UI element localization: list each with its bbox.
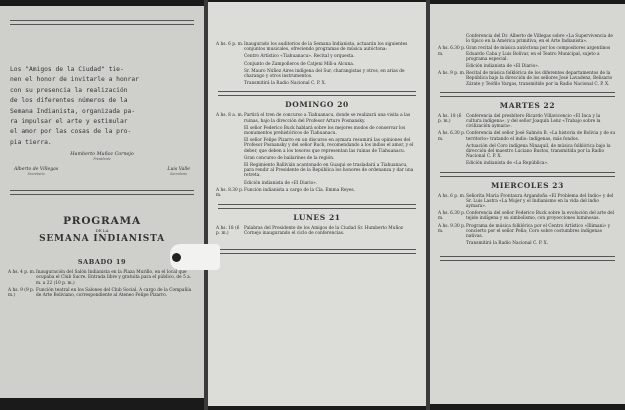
quote-line: Los "Amigos de la Ciudad" tie- xyxy=(10,66,124,73)
program-entry: Transmitirá la Radio Nacional C. P. X. xyxy=(244,81,327,87)
program-entry: Centro Artístico «Tiahuanacu». Recital y orquesta. xyxy=(244,54,355,60)
divider-rule xyxy=(440,92,615,97)
program-entry: Sr. Mauro Núñez Aires indígena del Sur, charangistas y otros, en arias de charango y otros instrumentos. xyxy=(244,68,405,80)
bottom-rule xyxy=(218,249,416,254)
signature-row xyxy=(14,167,190,176)
programa-subtitle: SEMANA INDIANISTA xyxy=(39,234,165,245)
day-heading-domingo: DOMINGO 20 xyxy=(285,100,349,110)
program-entry: Conferencia del Dr. Alberto de Villegas sobre «La Supervivencia de lo típico en la América primitiva, en el Arte Indianista». xyxy=(466,34,613,45)
program-entry: Edición indianista de «El Diario». xyxy=(244,180,318,186)
program-entry: A hs. 4 p. m. Inauguración del Salón Indianista en la Plaza Murillo, en el local que ocupaba el Club Sucre. Entrada libre y gratuita para el público, de 5 a. m. a 22 (10 p. m.) xyxy=(8,270,192,286)
program-entry: A hs. 6.30 p. m. Gran recital de música autóctona por los compositores argentinos Eduardo Caba y Luis Bolívar, en el Teatro Municipal, sujeto a programa especial. xyxy=(438,46,611,62)
program-entry: Edición indianista de «El Diario». xyxy=(466,64,540,70)
program-entry: Transmitirá la Radio Nacional C. P. X. xyxy=(466,241,549,247)
program-entry: Actuación del Coro indígena Ninaquil, de música folklórica bajo la dirección del maestro Luciano Bustos, transmitida por la Radio Nacional C. P. X. xyxy=(466,143,611,160)
quote-line: con su presencia la realización xyxy=(10,86,128,94)
divider-rule xyxy=(218,204,416,209)
divider-rule xyxy=(440,172,615,177)
program-entry: A hs. 18 (6 p. m.) Conferencia del presbítero Ricardo Villavicencio «El Inca y la cultura indígena», y del señor Joaquín Lenz «Trabajo sobre la civilización aymara». xyxy=(438,113,601,130)
binding-hole xyxy=(172,253,181,262)
quote-line: el amor por las cosas de la pro- xyxy=(10,128,132,136)
program-entry: Gran concurso de bailarines de la región. xyxy=(244,155,335,161)
left-page xyxy=(0,6,204,398)
program-entry: Edición indianista de «La República». xyxy=(466,161,549,167)
quote-line: pia tierra. xyxy=(10,138,52,146)
signature-president: Humberto Muñoz Cornejo Presidente xyxy=(70,152,134,162)
program-entry: A hs. 6.30 p. m. Conferencia del señor Federico Buck sobre la evolución del arte del tejido indígena y su simbolismo, con proyecciones luminosas. xyxy=(438,211,615,222)
program-entry: El Regimiento Ballivián acantonado en Guaqui se trasladará a Tiahuanacu, para rendir al Presidente de la República los honores de ordenanza y dar una retreta. xyxy=(244,163,414,179)
program-entry: El señor Felipe Pizarro en un discurso en aymara resumirá las opiniones del Profesor Posnansky y del señor Buck, recomendando a los indios el amor, y el deber, que deben a los tesoros que representan las ruinas de Tiahuanacu. xyxy=(244,138,414,154)
program-entry: A hs. 6 p. m. Inaugurado los auditorios de la Semana Indianista, actuarán los siguientes conjuntos musicales, ofreciendo programas de música autóctona: xyxy=(216,42,408,53)
signature-secretary-1: Alberto de Villegas Secretario xyxy=(14,167,59,177)
program-entry: Conjunto de Zampoñeros de Catjeni Mili-a Alcuna. xyxy=(244,61,355,67)
program-entry: A hs. 6.30 p. m. Conferencia del señor José Salmón B. «La historia de Bolivia y de su territorio» tratando el indio: indígenas, más fondos. xyxy=(438,131,616,142)
signature-secretary-2: Luis Valle Secretario xyxy=(167,167,190,177)
program-entry: A hs. 9.30 p. m. Programa de música folklórica por el Centro Artístico «Illimani» y concierto por el señor Peña; Coro sobre costumbres indígenas nativas. xyxy=(438,223,611,240)
divider-rule xyxy=(218,91,416,96)
quote-line: de los diferentes números de la xyxy=(10,97,128,105)
quote-line: nen el honor de invitarle a honrar xyxy=(10,76,139,84)
program-entry: A hs. 8.30 p. m. Función indianista a cargo de la Cía. Emma Reyes. xyxy=(216,187,355,199)
program-entry: A hs. 6 p. m. Señorita María Frontaura Argandoña «El Problema del Indio» y del Sr. Luis Lastra «La Mujer y el Indianismo en la vida del indio aymara». xyxy=(438,193,614,210)
middle-page xyxy=(208,2,426,406)
program-entry: A hs. 18 (6 p. m.) Palabras del Presidente de los Amigos de la Ciudad Sr. Humberto Muñoz Cornejo inaugurando el ciclo de conferencias. xyxy=(216,226,404,237)
day-heading-miercoles: MIERCOLES 23 xyxy=(491,180,564,190)
quote-line: ra impulsar el arte y estimular xyxy=(10,118,128,126)
programa-de: DE LA xyxy=(95,228,109,234)
day-heading-martes: MARTES 22 xyxy=(499,100,556,110)
bottom-rule xyxy=(440,256,615,261)
programa-title: PROGRAMA xyxy=(63,215,141,228)
quote-line: Semana Indianista, organizada pa- xyxy=(10,107,136,115)
day-heading-sabado: SABADO 19 xyxy=(77,258,127,267)
day-heading-lunes: LUNES 21 xyxy=(293,213,341,223)
program-entry: A hs. 9 (9 p. m.) Función teatral en los Salones del Club Social. A cargo de la Compañía de Arte Boliviano, correspondiente al Ateneo Felipe Pizarro. xyxy=(8,287,192,299)
program-entry: A hs. 8 a. m. Partirá el tren de concurso a Tiahuanacu, donde se realizará una visita a las ruinas, bajo la dirección del Profesor Arturo Posnansky. xyxy=(216,113,411,124)
program-entry: El señor Federico Buck hablará sobre los mejores modos de conservar los monumentos prehistóricos de Tiahuanacu. xyxy=(244,125,406,137)
program-entry: A hs. 9 p. m. Recital de música folklórica de los diferentes departamentos de la República bajo la dirección de los señores José Lavadenz, Belisario Zárate y Teófilo Vargas, transmitido por la Radio Nacional C. P. X. xyxy=(438,71,613,87)
right-page xyxy=(430,4,625,404)
invitation-text xyxy=(10,65,196,148)
